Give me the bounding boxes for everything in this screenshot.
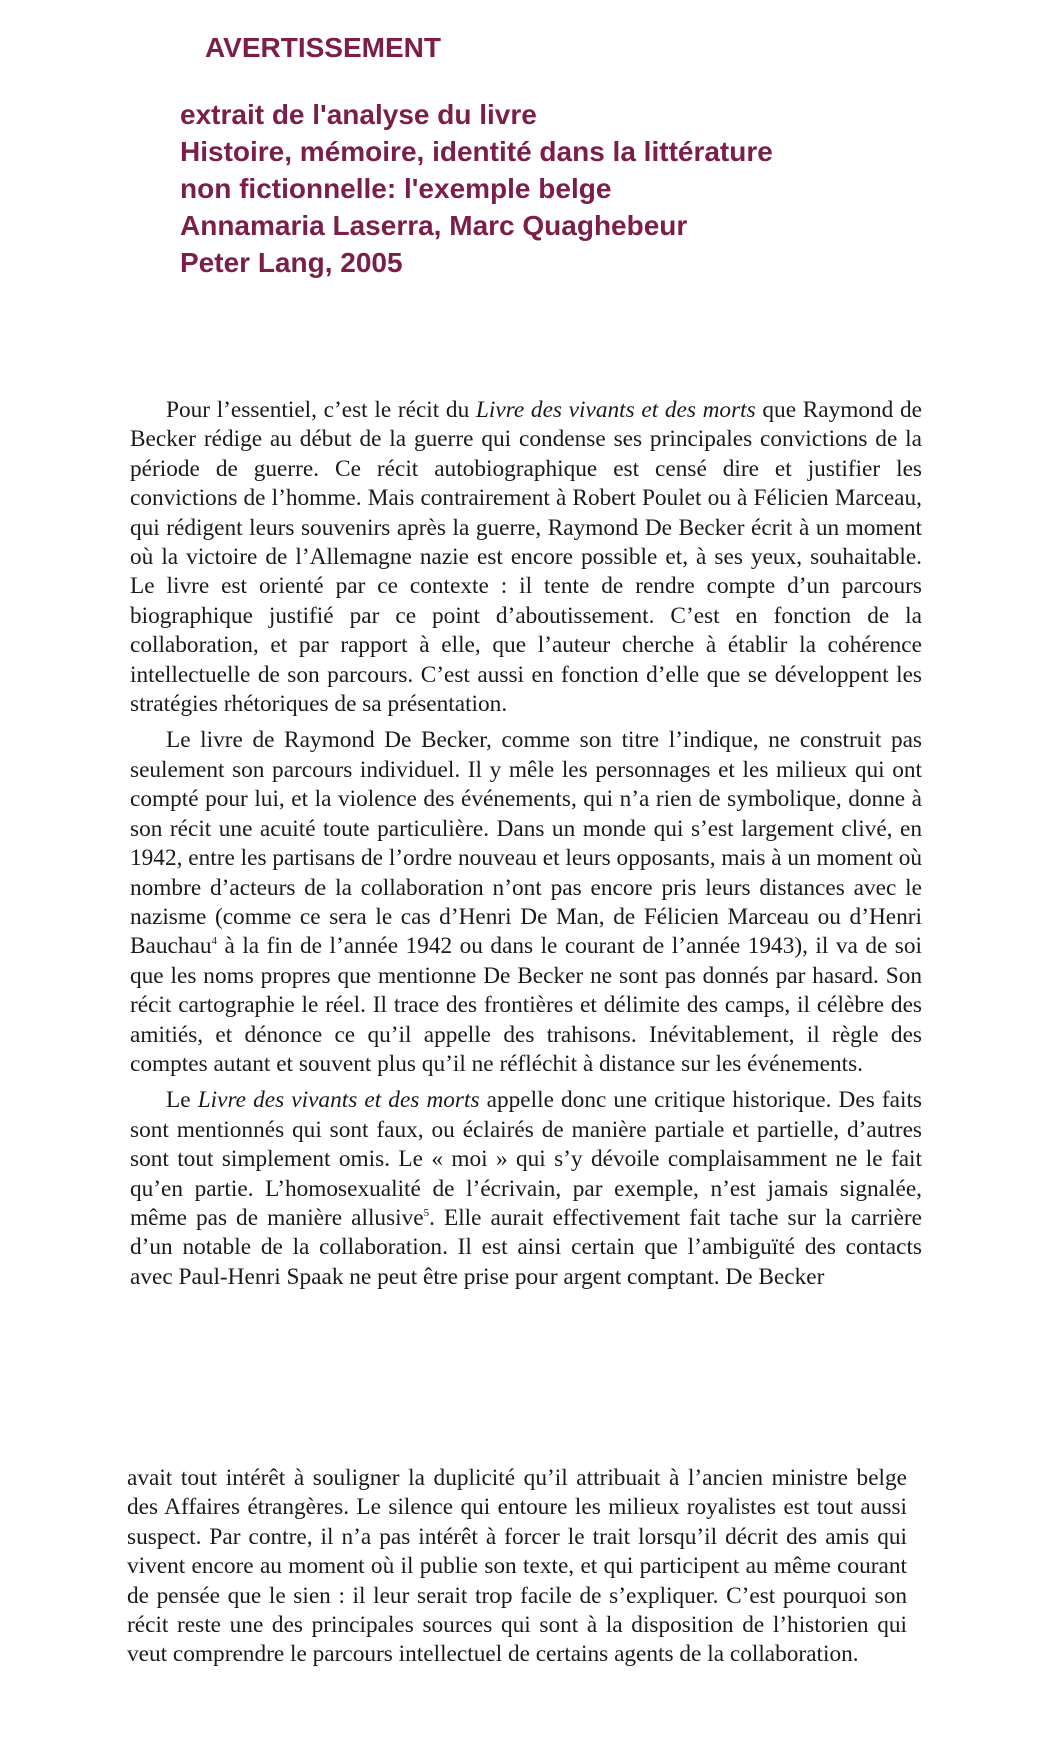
footnote-marker: 5	[423, 1206, 430, 1219]
book-title: Livre des vivants et des morts	[475, 397, 756, 423]
paragraph-4: avait tout intérêt à souligner la duplicité qu’il attribuait à l’ancien ministre belge des Affaires étrangères. Le silence qui entoure les milieux royalistes est tout aussi suspect. Par contre, il n’a pas intérêt à forcer le trait lorsqu’il décrit des amis qui vivent encore au moment où il publie son texte, et qui participent au même courant de pensée que le sien : il leur serait trop facile de s’expliquer. C’est pourquoi son récit reste une des principales sources qui sont à la disposition de l’historien qui veut comprendre le parcours intellectuel de certains agents de la collaboration.	[127, 1465, 907, 1668]
excerpt-text-top	[130, 396, 922, 1292]
header-title: AVERTISSEMENT	[205, 32, 441, 63]
footnote-marker: 4	[211, 935, 218, 948]
paragraph-3	[130, 1086, 922, 1292]
book-reference-line: non fictionnelle: l'exemple belge	[180, 173, 612, 204]
book-reference-line: Annamaria Laserra, Marc Quaghebeur	[180, 210, 688, 241]
book-reference-line: Peter Lang, 2005	[180, 247, 403, 278]
book-reference	[180, 96, 773, 281]
text-run: Pour l’essentiel, c’est le récit du	[166, 397, 476, 423]
paragraph-1	[130, 396, 922, 719]
text-run: Le livre de Raymond De Becker, comme son titre l’indique, ne construit pas seulement son parcours individuel. Il y mêle les personnages et les milieux qui ont compté pour lui, et la violence des événements, qui n’a rien de symbolique, donne à son récit une acuité toute particulière. Dans un monde qui s’est largement clivé, en 1942, entre les partisans de l’ordre nouveau et leurs opposants, mais à un moment où nombre d’acteurs de la collaboration n’ont pas encore pris leurs distances avec le nazisme (comme ce sera le cas d’Henri De Man, de Félicien Marceau ou d’Henri Bauchau	[130, 727, 922, 960]
text-run: appelle donc une critique historique. Des faits sont mentionnés qui sont faux, ou éclairés de manière partiale et partielle, d’autres sont tout simplement omis. Le « moi » qui s’y dévoile complaisamment ne le fait qu’en partie. L’homosexualité de l’écrivain, par exemple, n’est jamais signalée, même pas de manière allusive	[130, 1087, 922, 1231]
book-reference-line: Histoire, mémoire, identité dans la littérature	[180, 136, 773, 167]
excerpt-text-bottom	[127, 1464, 907, 1670]
text-run: que Raymond de Becker rédige au début de la guerre qui condense ses principales convictions de la période de guerre. Ce récit autobiographique est censé dire et justifier les convictions de l’homme. Mais contrairement à Robert Poulet ou à Félicien Marceau, qui rédigent leurs souvenirs après la guerre, Raymond De Becker écrit à un moment où la victoire de l’Allemagne nazie est encore possible et, à ses yeux, souhaitable. Le livre est orienté par ce contexte : il tente de rendre compte d’un parcours biographique justifié par ce point d’aboutissement. C’est en fonction de la collaboration, et par rapport à elle, que l’auteur cherche à établir la cohérence intellectuelle de son parcours. C’est aussi en fonction d’elle que se développent les stratégies rhétoriques de sa présentation.	[130, 397, 923, 718]
book-title: Livre des vivants et des morts	[197, 1087, 480, 1114]
text-run: Le	[166, 1087, 198, 1114]
text-run: . Elle aurait effectivement fait tache sur la carrière d’un notable de la collaboration. Il est ainsi certain que l’ambiguïté des contacts avec Paul-Henri Spaak ne peut être prise pour argent comptant. De Becker	[130, 1204, 922, 1290]
book-reference-line: extrait de l'analyse du livre	[180, 99, 537, 130]
paragraph-2	[130, 726, 922, 1079]
text-run: à la fin de l’année 1942 ou dans le courant de l’année 1943), il va de soi que les noms propres que mentionne De Becker ne sont pas donnés par hasard. Son récit cartographie le réel. Il trace des frontières et délimite des camps, il célèbre des amitiés, et dénonce ce qu’il appelle des trahisons. Inévitablement, il règle des comptes autant et souvent plus qu’il ne réfléchit à distance sur les événements.	[130, 933, 922, 1077]
